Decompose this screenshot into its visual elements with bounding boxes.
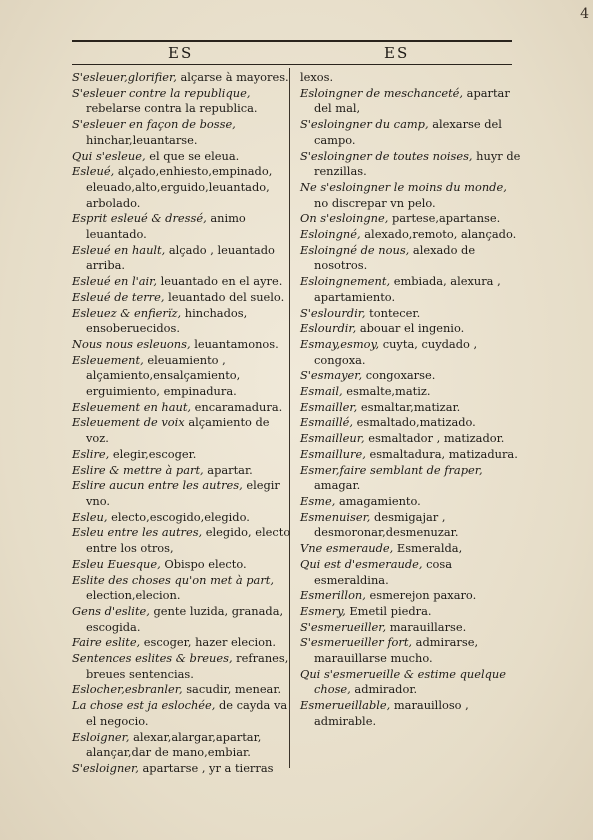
dictionary-entry xyxy=(300,227,522,243)
entry-headword: Esleué en l'air, xyxy=(72,274,157,289)
dictionary-entry xyxy=(300,243,522,274)
dictionary-entry xyxy=(300,541,522,557)
entry-translation: apartarse , yr a tierras xyxy=(138,760,274,775)
dictionary-entry xyxy=(300,447,522,463)
header-right: ES xyxy=(384,44,410,62)
entry-headword: Esloingné, xyxy=(300,227,361,242)
entry-translation: huyr de renzillas. xyxy=(314,148,521,179)
entry-translation: alexarse del campo. xyxy=(314,117,502,147)
entry-translation: alçamiento de voz. xyxy=(86,415,270,446)
dictionary-entry xyxy=(72,573,294,604)
dictionary-entry xyxy=(300,431,522,447)
page-corner-mark: 4 xyxy=(580,6,589,22)
entry-headword: Esloigner, xyxy=(72,729,130,744)
entry-headword: Esleué en hault, xyxy=(72,242,166,257)
entry-translation: cuyta, cuydado , congoxa. xyxy=(314,336,478,367)
entry-translation: eleuamiento , alçamiento,ensalçamiento, erguimiento, empinadura. xyxy=(86,352,241,399)
entry-headword: Esleu entre les autres, xyxy=(72,525,203,540)
entry-headword: Esleu, xyxy=(72,509,108,524)
dictionary-entry xyxy=(300,70,522,86)
entry-headword: Esmerueillable, xyxy=(300,698,391,713)
dictionary-entry xyxy=(72,306,294,337)
entry-translation: partese,apartanse. xyxy=(388,211,501,226)
entry-headword: Esmailleur, xyxy=(300,431,365,446)
entry-headword: S'esloingner de toutes noises, xyxy=(300,148,473,163)
entry-headword: Esmaillé, xyxy=(300,415,354,430)
entry-headword: Esmaillure, xyxy=(300,446,366,461)
dictionary-entry xyxy=(300,667,522,698)
entry-translation: leuantamonos. xyxy=(190,336,279,351)
dictionary-entry xyxy=(72,211,294,242)
entry-translation: gente luzida, granada, escogida. xyxy=(86,603,284,634)
dictionary-entry xyxy=(72,651,294,682)
dictionary-entry xyxy=(72,525,294,556)
entry-headword: La chose est ja eslochée, xyxy=(72,698,216,713)
entry-translation: esmaltar,matizar. xyxy=(357,399,461,414)
dictionary-entry xyxy=(300,321,522,337)
entry-translation: no discrepar vn pelo. xyxy=(314,195,436,210)
entry-translation: admirador. xyxy=(350,682,418,697)
entry-translation: Obispo electo. xyxy=(160,556,247,571)
entry-headword: Eslire, xyxy=(72,446,110,461)
entry-headword: Sentences eslites & breues, xyxy=(72,651,233,666)
dictionary-entry xyxy=(300,698,522,729)
entry-headword: On s'esloingne, xyxy=(300,211,389,226)
dictionary-entry xyxy=(72,510,294,526)
entry-translation: desmigajar , desmoronar,desmenuzar. xyxy=(314,509,459,540)
entry-headword: S'esleuer en façon de bosse, xyxy=(72,117,236,132)
entry-translation: encaramadura. xyxy=(191,399,283,414)
dictionary-entry xyxy=(300,635,522,666)
entry-translation: elegir,escoger. xyxy=(109,446,197,461)
entry-headword: Qui s'esmerueille & estime quelque chose, xyxy=(300,666,506,697)
entry-translation: esmerejon paxaro. xyxy=(365,588,477,603)
dictionary-entry xyxy=(300,274,522,305)
dictionary-entry xyxy=(300,306,522,322)
entry-headword: Eslourdir, xyxy=(300,321,357,336)
entry-translation: elegido, electo entre los otros, xyxy=(86,525,291,556)
running-header xyxy=(72,44,512,64)
dictionary-entry xyxy=(72,164,294,211)
dictionary-entry xyxy=(72,70,294,86)
entry-headword: S'esleuer,glorifier, xyxy=(72,70,177,84)
entry-headword: Esleuez & enfierïz, xyxy=(72,305,182,320)
entry-translation: election,elecion. xyxy=(86,588,181,603)
dictionary-entry xyxy=(72,337,294,353)
entry-headword: Vne esmeraude, xyxy=(300,541,394,556)
entry-headword: S'esloigner, xyxy=(72,760,139,775)
dictionary-entry xyxy=(300,211,522,227)
dictionary-entry xyxy=(300,510,522,541)
dictionary-entry xyxy=(72,400,294,416)
dictionary-entry xyxy=(72,604,294,635)
entry-headword: Esleu Euesque, xyxy=(72,556,161,571)
dictionary-entry xyxy=(300,463,522,494)
entry-translation: apartar. xyxy=(203,462,253,477)
entry-headword: Qui est d'esmeraude, xyxy=(300,556,423,571)
entry-translation: rebelarse contra la republica. xyxy=(86,101,258,116)
entry-translation: Esmeralda, xyxy=(393,541,463,556)
entry-translation: alexado,remoto, alançado. xyxy=(360,227,517,242)
entry-headword: Esme, xyxy=(300,493,336,508)
entry-headword: S'esleuer contre la republique, xyxy=(72,85,251,100)
entry-translation: leuantado en el ayre. xyxy=(156,274,283,289)
entry-headword: Esleuement, xyxy=(72,352,144,367)
entry-headword: Esloingner de meschanceté, xyxy=(300,85,464,100)
entry-headword: Esleuement de voix xyxy=(72,415,185,430)
entry-headword: S'eslourdir, xyxy=(300,305,366,320)
dictionary-entry xyxy=(300,149,522,180)
entry-translation: Emetil piedra. xyxy=(345,603,432,618)
entry-translation: hinchados, ensoberuecidos. xyxy=(86,305,248,336)
entry-headword: S'esloingner du camp, xyxy=(300,117,429,132)
dictionary-entry xyxy=(72,698,294,729)
dictionary-entry xyxy=(72,557,294,573)
dictionary-entry xyxy=(72,682,294,698)
entry-translation: cosa esmeraldina. xyxy=(314,556,452,587)
entry-translation: refranes, breues sentencias. xyxy=(86,651,289,681)
dictionary-entry xyxy=(72,463,294,479)
dictionary-entry xyxy=(72,274,294,290)
entry-headword: Esmery, xyxy=(300,603,346,618)
entry-headword: S'esmayer, xyxy=(300,368,363,383)
entry-translation: escoger, hazer elecion. xyxy=(140,635,276,650)
entry-translation: alexar,alargar,apartar, alançar,dar de mano,embiar. xyxy=(86,729,262,760)
entry-headword: Faire eslite, xyxy=(72,635,141,650)
entry-headword: S'esmerueiller fort, xyxy=(300,635,413,650)
entry-translation: amagamiento. xyxy=(335,493,421,508)
entry-headword: Esmer,faire semblant de fraper, xyxy=(300,462,483,477)
entry-headword: Eslire aucun entre les autres, xyxy=(72,478,243,493)
entry-translation: abouar el ingenio. xyxy=(356,321,465,336)
entry-translation: el que se eleua. xyxy=(145,148,240,163)
entry-headword: Eslite des choses qu'on met à part, xyxy=(72,572,274,587)
entry-headword: Esleuement en haut, xyxy=(72,399,192,414)
entry-translation: esmaltadura, matizadura. xyxy=(365,446,518,461)
entry-translation: amagar. xyxy=(314,478,361,493)
entry-translation: congoxarse. xyxy=(362,368,436,383)
entry-headword: Eslocher,esbranler, xyxy=(72,682,183,697)
entry-translation: animo leuantado. xyxy=(86,211,246,242)
entry-translation: embiada, alexura , apartamiento. xyxy=(314,274,501,304)
header-rule-bottom xyxy=(72,64,512,65)
entry-headword: Esleué de terre, xyxy=(72,289,165,304)
entry-translation: marauillarse. xyxy=(386,619,467,634)
dictionary-entry xyxy=(300,588,522,604)
entry-translation: marauilloso , admirable. xyxy=(314,698,469,728)
dictionary-entry xyxy=(72,86,294,117)
entry-headword: Gens d'eslite, xyxy=(72,603,150,618)
entry-headword: Esmailler, xyxy=(300,399,358,414)
dictionary-entry xyxy=(72,117,294,148)
entry-translation: esmaltador , matizador. xyxy=(364,431,505,446)
header-rule-top xyxy=(72,40,512,42)
right-column xyxy=(300,70,522,730)
entry-translation: alexado de nosotros. xyxy=(314,242,476,273)
entry-translation: elegir vno. xyxy=(86,478,280,508)
entry-translation: tontecer. xyxy=(365,305,421,320)
left-column xyxy=(72,70,294,777)
dictionary-entry xyxy=(300,384,522,400)
dictionary-entry xyxy=(72,730,294,761)
entry-translation: electo,escogido,elegido. xyxy=(107,509,250,524)
entry-headword: Esleué, xyxy=(72,164,115,179)
entry-headword: Ne s'esloingner le moins du monde, xyxy=(300,179,507,194)
entry-headword: Qui s'esleue, xyxy=(72,148,146,163)
dictionary-entry xyxy=(72,415,294,446)
dictionary-entry xyxy=(72,761,294,777)
dictionary-entry xyxy=(72,447,294,463)
entry-headword: Esloingné de nous, xyxy=(300,242,410,257)
dictionary-entry xyxy=(300,337,522,368)
dictionary-entry xyxy=(300,400,522,416)
dictionary-entry xyxy=(72,149,294,165)
header-left: ES xyxy=(168,44,194,62)
entry-translation: esmalte,matiz. xyxy=(342,384,431,399)
entry-headword: Esmay,esmoy, xyxy=(300,336,380,351)
dictionary-entry xyxy=(300,604,522,620)
dictionary-entry xyxy=(300,557,522,588)
entry-headword: Esmerillon, xyxy=(300,588,366,603)
dictionary-entry xyxy=(300,620,522,636)
entry-translation: sacudir, menear. xyxy=(182,682,282,697)
entry-translation: leuantado del suelo. xyxy=(164,289,285,304)
entry-translation: de cayda va el negocio. xyxy=(86,698,288,728)
dictionary-entry xyxy=(300,117,522,148)
entry-translation: lexos. xyxy=(300,70,334,84)
entry-translation: alçarse à mayores. xyxy=(176,70,289,84)
entry-translation: hinchar,leuantarse. xyxy=(86,132,198,147)
dictionary-entry xyxy=(300,368,522,384)
dictionary-entry xyxy=(300,415,522,431)
entry-headword: Esloingnement, xyxy=(300,274,391,289)
dictionary-entry xyxy=(300,86,522,117)
dictionary-entry xyxy=(72,243,294,274)
entry-headword: Esmail, xyxy=(300,384,343,399)
dictionary-entry xyxy=(72,478,294,509)
entry-headword: Esmenuiser, xyxy=(300,509,371,524)
entry-translation: esmaltado,matizado. xyxy=(353,415,476,430)
dictionary-entry xyxy=(72,290,294,306)
entry-headword: Esprit esleué & dressé, xyxy=(72,211,207,226)
entry-translation: apartar del mal, xyxy=(314,85,510,116)
entry-headword: S'esmerueiller, xyxy=(300,619,387,634)
entry-translation: admirarse, marauillarse mucho. xyxy=(314,635,479,666)
dictionary-entry xyxy=(72,635,294,651)
entry-headword: Eslire & mettre à part, xyxy=(72,462,204,477)
dictionary-entry xyxy=(300,494,522,510)
entry-translation: alçado,enhiesto,empinado, eleuado,alto,erguido,leuantado, arbolado. xyxy=(86,164,273,210)
dictionary-entry xyxy=(300,180,522,211)
entry-headword: Nous nous esleuons, xyxy=(72,336,191,351)
entry-translation: alçado , leuantado arriba. xyxy=(86,242,275,273)
dictionary-entry xyxy=(72,353,294,400)
